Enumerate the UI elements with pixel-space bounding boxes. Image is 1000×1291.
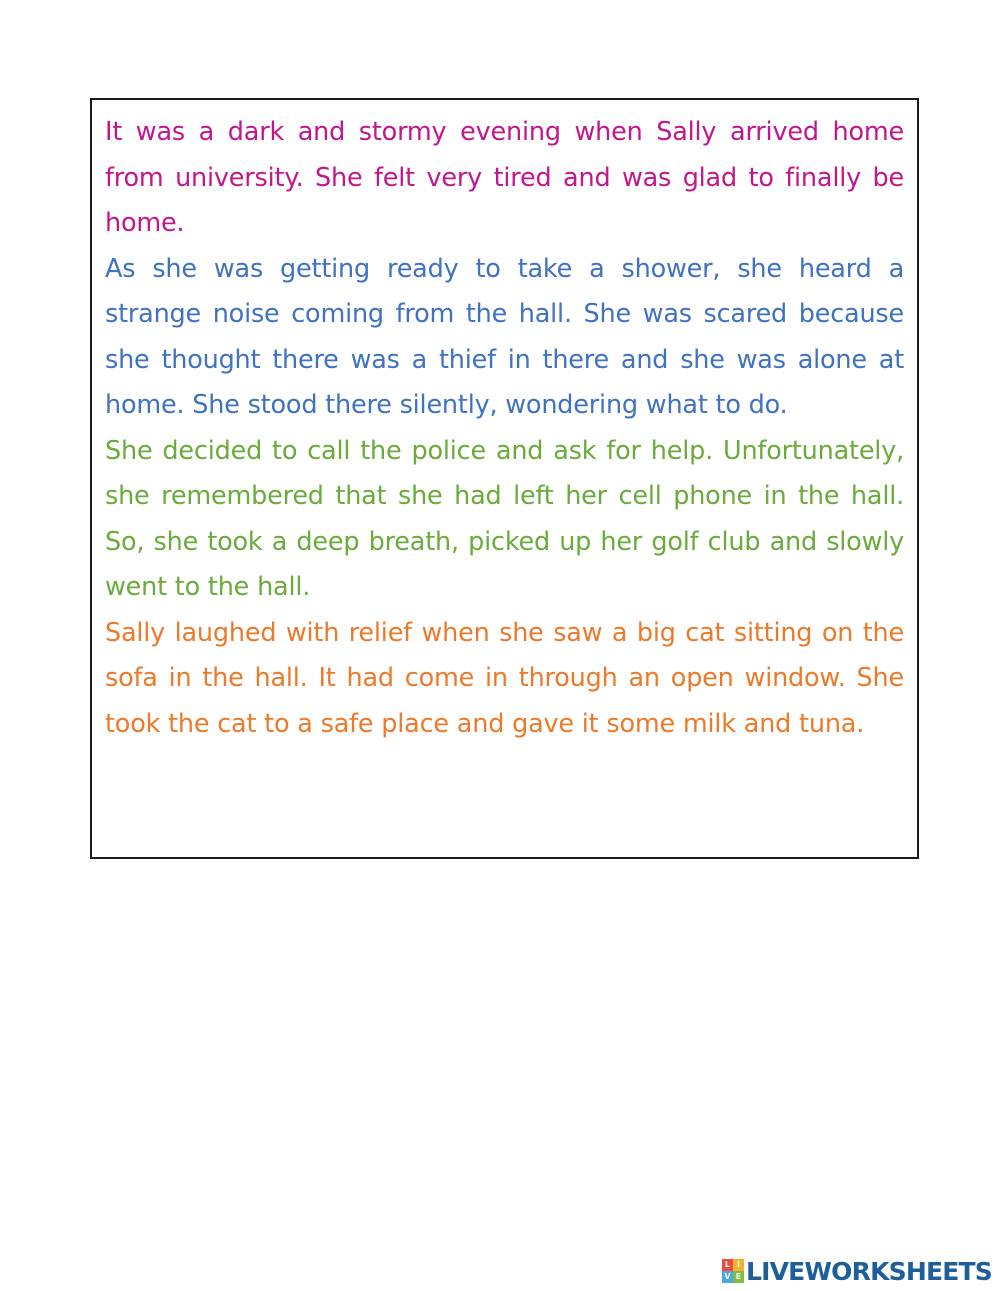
logo-letter-e: E	[733, 1271, 744, 1283]
logo-letter-l: L	[722, 1259, 733, 1271]
liveworksheets-logo-icon	[722, 1259, 744, 1283]
brand-name: LIVEWORKSHEETS	[745, 1256, 992, 1286]
story-paragraph-1: It was a dark and stormy evening when Sally arrived home from university. She felt very tired and was glad to finally be home.	[105, 117, 904, 238]
liveworksheets-brand	[722, 1256, 992, 1286]
story-paragraph-3: She decided to call the police and ask for help. Unfortunately, she remembered that she had left her cell phone in the hall. So, she took a deep breath, picked up her golf club and slowly went to the hall.	[105, 435, 904, 602]
story-paragraph-2: As she was getting ready to take a shower, she heard a strange noise coming from the hall. She was scared because she thought there was a thief in there and she was alone at home. She stood there silently, wondering what to do.	[105, 253, 904, 420]
story-text-box	[90, 98, 919, 859]
logo-letter-v: V	[722, 1271, 733, 1283]
logo-letter-i: I	[733, 1259, 744, 1271]
story-paragraph-4: Sally laughed with relief when she saw a big cat sitting on the sofa in the hall. It had come in through an open window. She took the cat to a safe place and gave it some milk and tuna.	[105, 617, 904, 739]
